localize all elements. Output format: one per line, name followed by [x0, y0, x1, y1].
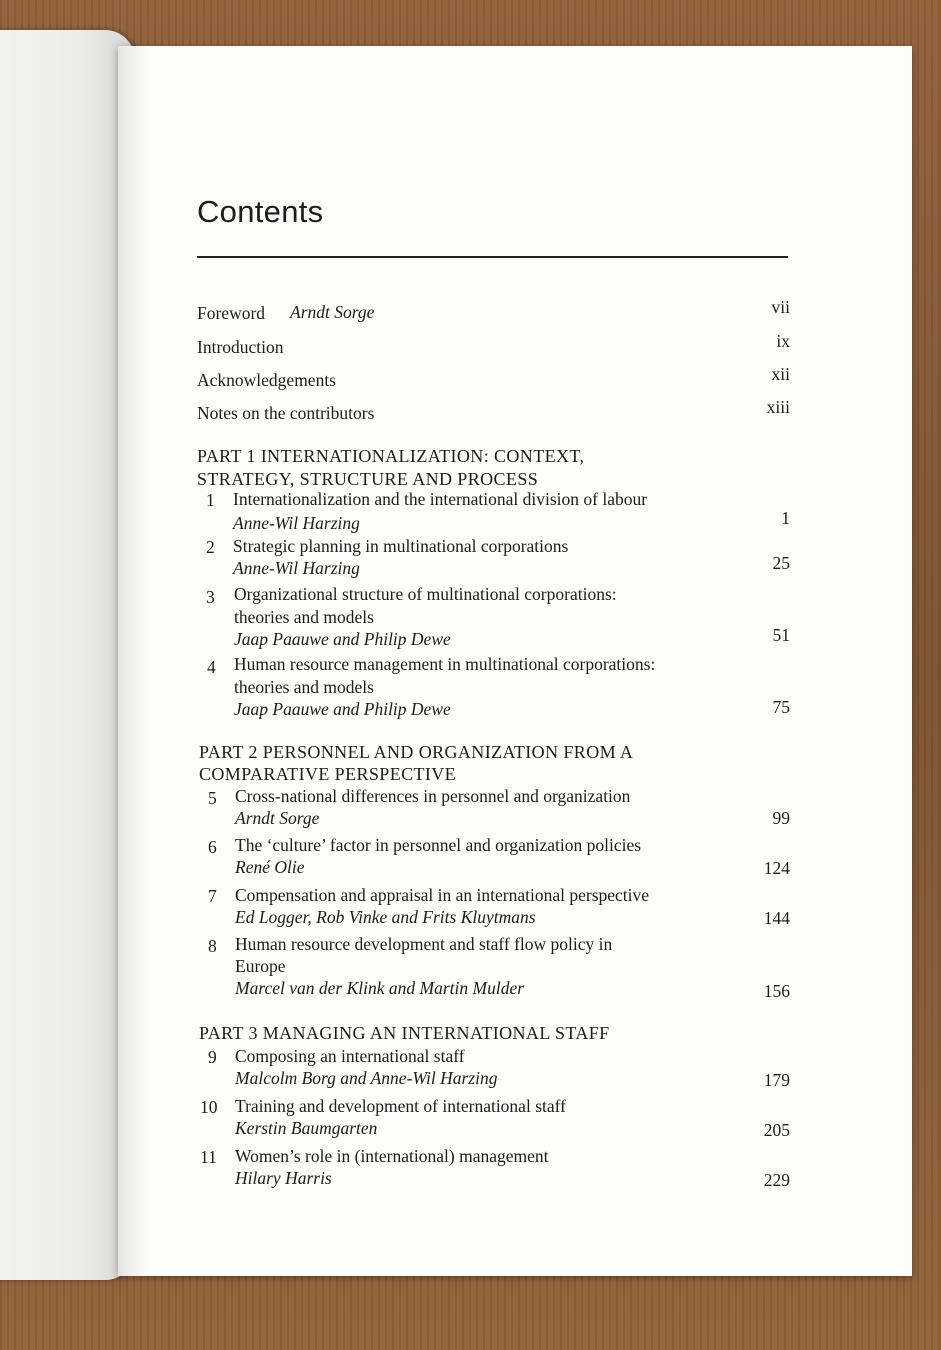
front-matter-page: xiii: [766, 397, 790, 417]
chapter-author: Marcel van der Klink and Martin Mulder: [235, 978, 525, 998]
chapter-title-cont: theories and models: [234, 607, 374, 627]
facing-page: [0, 30, 135, 1280]
chapter-title: Human resource management in multinational corporations:: [234, 654, 656, 674]
chapter-author: Ed Logger, Rob Vinke and Frits Kluytmans: [235, 907, 536, 927]
chapter-title: Human resource development and staff flow policy in: [235, 934, 613, 954]
front-matter-label: Introduction: [197, 337, 284, 357]
chapter-page: 124: [763, 858, 790, 878]
chapter-number: 5: [208, 788, 217, 808]
part-heading: PART 2 PERSONNEL AND ORGANIZATION FROM A: [199, 742, 634, 762]
front-matter-author: Arndt Sorge: [290, 302, 375, 322]
chapter-author: Malcolm Borg and Anne-Wil Harzing: [235, 1068, 498, 1088]
chapter-number: 9: [208, 1047, 217, 1067]
chapter-author: Jaap Paauwe and Philip Dewe: [234, 629, 451, 649]
front-matter-label: Acknowledgements: [197, 370, 336, 390]
chapter-page: 144: [763, 908, 790, 928]
chapter-title: Organizational structure of multinational corporations:: [234, 584, 617, 604]
chapter-number: 7: [208, 886, 217, 906]
chapter-page: 205: [763, 1120, 790, 1140]
front-matter-page: xii: [771, 364, 790, 384]
chapter-page: 229: [763, 1170, 790, 1190]
chapter-number: 8: [208, 936, 217, 956]
chapter-author: Anne-Wil Harzing: [233, 513, 360, 533]
chapter-page: 156: [763, 981, 790, 1001]
chapter-author: Kerstin Baumgarten: [235, 1118, 378, 1138]
chapter-page: 51: [772, 625, 790, 645]
chapter-title: Strategic planning in multinational corporations: [233, 536, 569, 556]
chapter-title: Women’s role in (international) management: [235, 1146, 549, 1166]
chapter-author: Jaap Paauwe and Philip Dewe: [234, 699, 451, 719]
chapter-title-cont: Europe: [235, 956, 286, 976]
chapter-number: 1: [206, 490, 215, 510]
book-page: [118, 46, 912, 1276]
chapter-author: René Olie: [235, 857, 305, 877]
chapter-page: 75: [772, 697, 790, 717]
chapter-page: 25: [772, 553, 790, 573]
part-heading: PART 1 INTERNATIONALIZATION: CONTEXT,: [197, 446, 585, 466]
chapter-number: 11: [200, 1147, 217, 1167]
page-title: Contents: [197, 194, 324, 229]
chapter-number: 10: [200, 1097, 218, 1117]
chapter-title: Internationalization and the international division of labour: [233, 489, 648, 509]
chapter-page: 179: [763, 1070, 790, 1090]
chapter-number: 2: [206, 537, 215, 557]
front-matter-label: Notes on the contributors: [197, 403, 375, 423]
front-matter-label: Foreword: [197, 303, 266, 323]
chapter-title: Training and development of international staff: [235, 1096, 566, 1116]
part-heading: PART 3 MANAGING AN INTERNATIONAL STAFF: [199, 1023, 610, 1043]
front-matter-page: ix: [776, 331, 790, 351]
part-heading: STRATEGY, STRUCTURE AND PROCESS: [197, 469, 539, 489]
chapter-page: 1: [781, 508, 790, 528]
chapter-page: 99: [772, 808, 790, 828]
chapter-author: Arndt Sorge: [235, 808, 320, 828]
chapter-title: Composing an international staff: [235, 1046, 465, 1066]
chapter-title: The ‘culture’ factor in personnel and organization policies: [235, 835, 642, 855]
chapter-author: Hilary Harris: [235, 1168, 332, 1188]
front-matter-page: vii: [771, 297, 790, 317]
chapter-author: Anne-Wil Harzing: [233, 558, 360, 578]
chapter-title: Cross-national differences in personnel and organization: [235, 786, 631, 806]
page-gutter-shadow: [118, 46, 146, 1276]
chapter-number: 4: [207, 657, 216, 677]
chapter-title-cont: theories and models: [234, 677, 374, 697]
chapter-title: Compensation and appraisal in an international perspective: [235, 885, 650, 905]
part-heading: COMPARATIVE PERSPECTIVE: [199, 764, 457, 784]
title-rule: [197, 256, 788, 258]
chapter-number: 3: [206, 587, 215, 607]
chapter-number: 6: [208, 837, 217, 857]
